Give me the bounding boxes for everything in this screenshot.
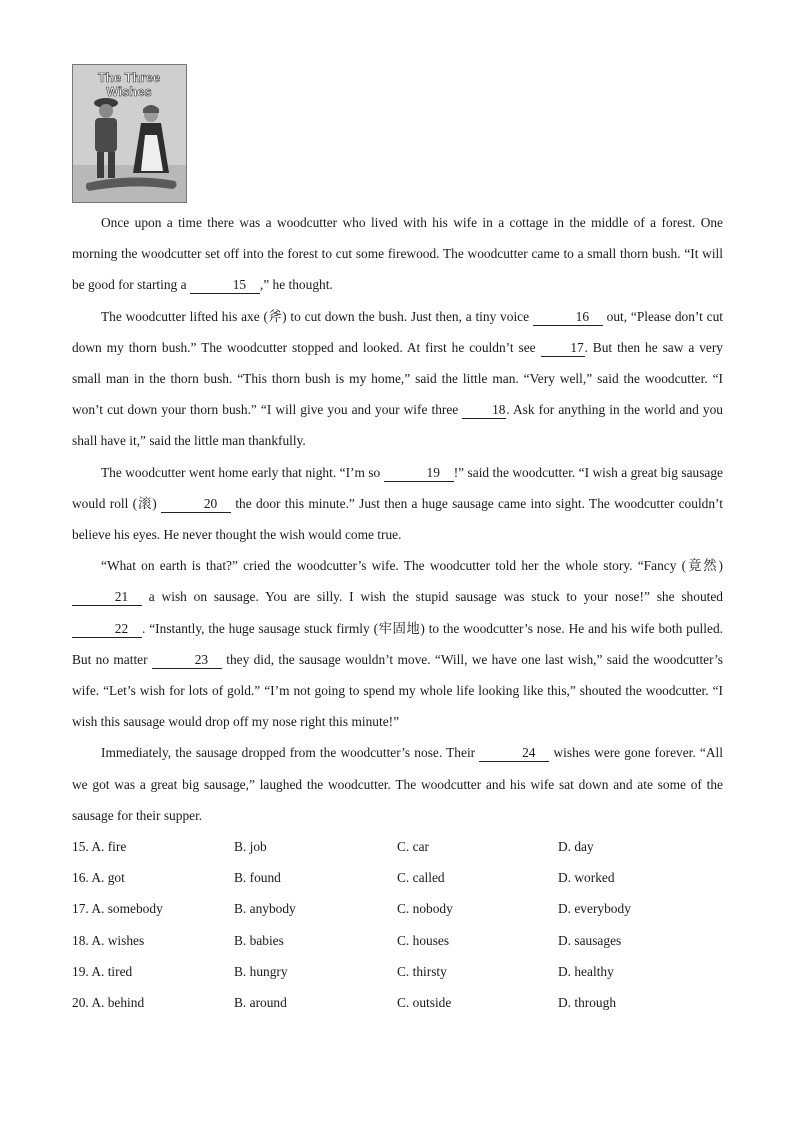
option-c: C. houses bbox=[397, 932, 450, 948]
story-text-span: The woodcutter went home early that night. “I’m so bbox=[101, 464, 384, 480]
option-c: C. called bbox=[397, 870, 445, 886]
option-c: C. outside bbox=[397, 994, 452, 1010]
story-text-span: a wish on sausage. You are silly. I wish the stupid sausage was stuck to your nose!” she shouted bbox=[142, 589, 723, 605]
blank-17: 17 bbox=[541, 340, 585, 357]
question-19-options bbox=[72, 956, 723, 987]
blank-21: 21 bbox=[72, 589, 142, 606]
option-a: 16. A. got bbox=[72, 870, 125, 886]
story-paragraph-2 bbox=[72, 301, 723, 457]
story-text-span: out, “Please don’t cut down my thorn bush.” The woodcutter stopped and looked. At first he couldn’t see bbox=[72, 308, 723, 355]
option-a: 20. A. behind bbox=[72, 994, 145, 1010]
option-b: B. found bbox=[234, 870, 281, 886]
question-16-options bbox=[72, 862, 723, 893]
blank-23: 23 bbox=[152, 652, 222, 669]
blank-24: 24 bbox=[479, 745, 549, 762]
option-b: B. anybody bbox=[234, 901, 296, 917]
option-a: 19. A. tired bbox=[72, 963, 133, 979]
option-d: D. day bbox=[558, 839, 594, 854]
option-c: C. thirsty bbox=[397, 963, 447, 979]
story-text-span: The woodcutter lifted his axe (斧) to cut down the bush. Just then, a tiny voice bbox=[101, 308, 533, 324]
cover-illustration bbox=[73, 65, 186, 202]
answer-options bbox=[72, 831, 723, 1018]
story-paragraph-3 bbox=[72, 457, 723, 551]
story-paragraph-5 bbox=[72, 737, 723, 831]
option-b: B. job bbox=[234, 839, 267, 854]
option-d: D. sausages bbox=[558, 932, 622, 948]
story-text-span: Once upon a time there was a woodcutter who lived with his wife in a cottage in the middle of a forest. One morning the woodcutter set off into the forest to cut some firewood. The woodcutter came to a small thorn bush. “It will be good for starting a bbox=[72, 215, 723, 293]
story-text-span: !” said the woodcutter. “I wish a great big sausage would roll (滚) bbox=[72, 464, 723, 511]
cover-title-line2: Wishes bbox=[106, 84, 152, 99]
story-text bbox=[72, 207, 723, 831]
book-cover-image bbox=[72, 64, 187, 203]
question-20-options bbox=[72, 987, 723, 1018]
question-18-options bbox=[72, 925, 723, 956]
option-a: 17. A. somebody bbox=[72, 901, 163, 917]
question-15-options bbox=[72, 831, 723, 862]
option-b: B. babies bbox=[234, 932, 284, 948]
story-text-span: they did, the sausage wouldn’t move. “Will, we have one last wish,” said the woodcutter’s wife. “Let’s wish for lots of gold.” “I’m not going to spend my whole life looking like this,” shouted the woodcutter. “I wish this sausage would drop off my nose right this minute!” bbox=[72, 651, 723, 730]
option-d: D. through bbox=[558, 994, 617, 1010]
option-d: D. worked bbox=[558, 870, 615, 886]
question-17-options bbox=[72, 893, 723, 924]
blank-22: 22 bbox=[72, 621, 142, 638]
story-text-span: “What on earth is that?” cried the woodcutter’s wife. The woodcutter told her the whole story. “Fancy (竟然) bbox=[101, 558, 723, 574]
story-text-span: . But then he saw a very small man in the thorn bush. “This thorn bush is my home,” said the little man. “Very well,” said the woodcutter. “I won’t cut down your thorn bush.” “I will give you and your wife three bbox=[72, 339, 723, 418]
option-a: 18. A. wishes bbox=[72, 932, 145, 948]
option-c: C. nobody bbox=[397, 901, 453, 917]
story-text-span: the door this minute.” Just then a huge sausage came into sight. The woodcutter couldn’t believe his eyes. He never thought the wish would come true. bbox=[72, 495, 723, 543]
blank-19: 19 bbox=[384, 465, 454, 482]
blank-15: 15 bbox=[190, 277, 260, 294]
story-paragraph-1 bbox=[72, 207, 723, 301]
blank-18: 18 bbox=[462, 402, 506, 419]
blank-20: 20 bbox=[161, 496, 231, 513]
story-text-span: wishes were gone forever. “All we got was a great big sausage,” laughed the woodcutter. The woodcutter and his wife sat down and ate some of the sausage for their supper. bbox=[72, 745, 723, 823]
cover-title-line1: The Three bbox=[97, 70, 161, 85]
option-b: B. hungry bbox=[234, 963, 288, 979]
story-text-span: . Ask for anything in the world and you shall have it,” said the little man thankfully. bbox=[72, 402, 723, 449]
option-b: B. around bbox=[234, 994, 287, 1010]
story-paragraph-4 bbox=[72, 550, 723, 737]
story-text-span: . “Instantly, the huge sausage stuck firmly (牢固地) to the woodcutter’s nose. He and his wife both pulled. But no matter bbox=[72, 620, 723, 667]
story-text-span: Immediately, the sausage dropped from the woodcutter’s nose. Their bbox=[101, 745, 480, 761]
option-c: C. car bbox=[397, 839, 429, 854]
story-text-span: ,” he thought. bbox=[259, 277, 333, 293]
option-d: D. healthy bbox=[558, 963, 614, 979]
option-d: D. everybody bbox=[558, 901, 631, 917]
blank-16: 16 bbox=[533, 309, 603, 326]
option-a: 15. A. fire bbox=[72, 839, 127, 854]
